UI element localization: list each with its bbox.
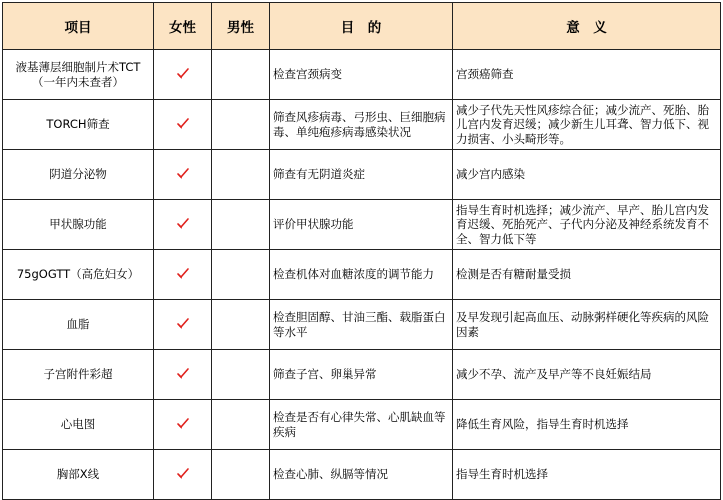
header-item: 项目 — [3, 3, 154, 50]
check-icon — [176, 367, 190, 379]
row-purpose: 检查宫颈病变 — [270, 50, 453, 100]
table-header-row — [3, 3, 721, 50]
row-male-cell — [212, 200, 270, 250]
row-female-cell — [154, 200, 212, 250]
check-icon — [176, 267, 190, 279]
check-icon — [176, 317, 190, 329]
row-meaning: 指导生育时机选择 — [453, 450, 721, 500]
check-icon — [176, 117, 190, 129]
check-icon — [176, 217, 190, 229]
exam-table-container — [2, 2, 721, 500]
header-male: 男性 — [212, 3, 270, 50]
row-purpose: 评价甲状腺功能 — [270, 200, 453, 250]
row-male-cell — [212, 400, 270, 450]
row-male-cell — [212, 450, 270, 500]
row-female-cell — [154, 100, 212, 150]
row-meaning: 减少不孕、流产及早产等不良妊娠结局 — [453, 350, 721, 400]
row-purpose: 筛查子宫、卵巢异常 — [270, 350, 453, 400]
table-body — [3, 50, 721, 500]
row-purpose: 筛查有无阴道炎症 — [270, 150, 453, 200]
row-item-name: 75gOGTT（高危妇女） — [3, 250, 154, 300]
row-meaning: 降低生育风险，指导生育时机选择 — [453, 400, 721, 450]
row-meaning: 检测是否有糖耐量受损 — [453, 250, 721, 300]
row-purpose: 筛查风疹病毒、弓形虫、巨细胞病毒、单纯疱疹病毒感染状况 — [270, 100, 453, 150]
table-row — [3, 300, 721, 350]
row-purpose: 检查胆固醇、甘油三酯、载脂蛋白等水平 — [270, 300, 453, 350]
row-item-name: 胸部X线 — [3, 450, 154, 500]
row-meaning: 指导生育时机选择；减少流产、早产、胎儿宫内发育迟缓、死胎死产、子代内分泌及神经系统发育不全、智力低下等 — [453, 200, 721, 250]
table-row — [3, 400, 721, 450]
row-male-cell — [212, 100, 270, 150]
row-meaning: 减少宫内感染 — [453, 150, 721, 200]
row-male-cell — [212, 50, 270, 100]
preconception-exam-table — [2, 2, 721, 500]
check-icon — [176, 467, 190, 479]
row-item-name: 阴道分泌物 — [3, 150, 154, 200]
row-male-cell — [212, 150, 270, 200]
row-item-name: 心电图 — [3, 400, 154, 450]
row-item-name: 甲状腺功能 — [3, 200, 154, 250]
row-purpose: 检查是否有心律失常、心肌缺血等疾病 — [270, 400, 453, 450]
check-icon — [176, 167, 190, 179]
table-row — [3, 50, 721, 100]
table-row — [3, 450, 721, 500]
row-item-name: 血脂 — [3, 300, 154, 350]
row-female-cell — [154, 450, 212, 500]
header-meaning: 意 义 — [453, 3, 721, 50]
row-item-name: TORCH筛查 — [3, 100, 154, 150]
row-item-name: 液基薄层细胞制片术TCT（一年内未查者） — [3, 50, 154, 100]
row-item-name: 子宫附件彩超 — [3, 350, 154, 400]
row-female-cell — [154, 50, 212, 100]
table-row — [3, 250, 721, 300]
table-row — [3, 200, 721, 250]
row-female-cell — [154, 250, 212, 300]
row-meaning: 及早发现引起高血压、动脉粥样硬化等疾病的风险因素 — [453, 300, 721, 350]
header-female: 女性 — [154, 3, 212, 50]
table-row — [3, 150, 721, 200]
row-purpose: 检查心肺、纵膈等情况 — [270, 450, 453, 500]
row-purpose: 检查机体对血糖浓度的调节能力 — [270, 250, 453, 300]
row-female-cell — [154, 300, 212, 350]
row-male-cell — [212, 350, 270, 400]
row-female-cell — [154, 350, 212, 400]
row-male-cell — [212, 250, 270, 300]
table-row — [3, 350, 721, 400]
row-meaning: 宫颈癌筛查 — [453, 50, 721, 100]
check-icon — [176, 417, 190, 429]
table-row — [3, 100, 721, 150]
row-female-cell — [154, 400, 212, 450]
header-purpose: 目 的 — [270, 3, 453, 50]
row-female-cell — [154, 150, 212, 200]
check-icon — [176, 67, 190, 79]
row-male-cell — [212, 300, 270, 350]
row-meaning: 减少子代先天性风疹综合征；减少流产、死胎、胎儿宫内发育迟缓；减少新生儿耳聋、智力低下、视力损害、小头畸形等。 — [453, 100, 721, 150]
